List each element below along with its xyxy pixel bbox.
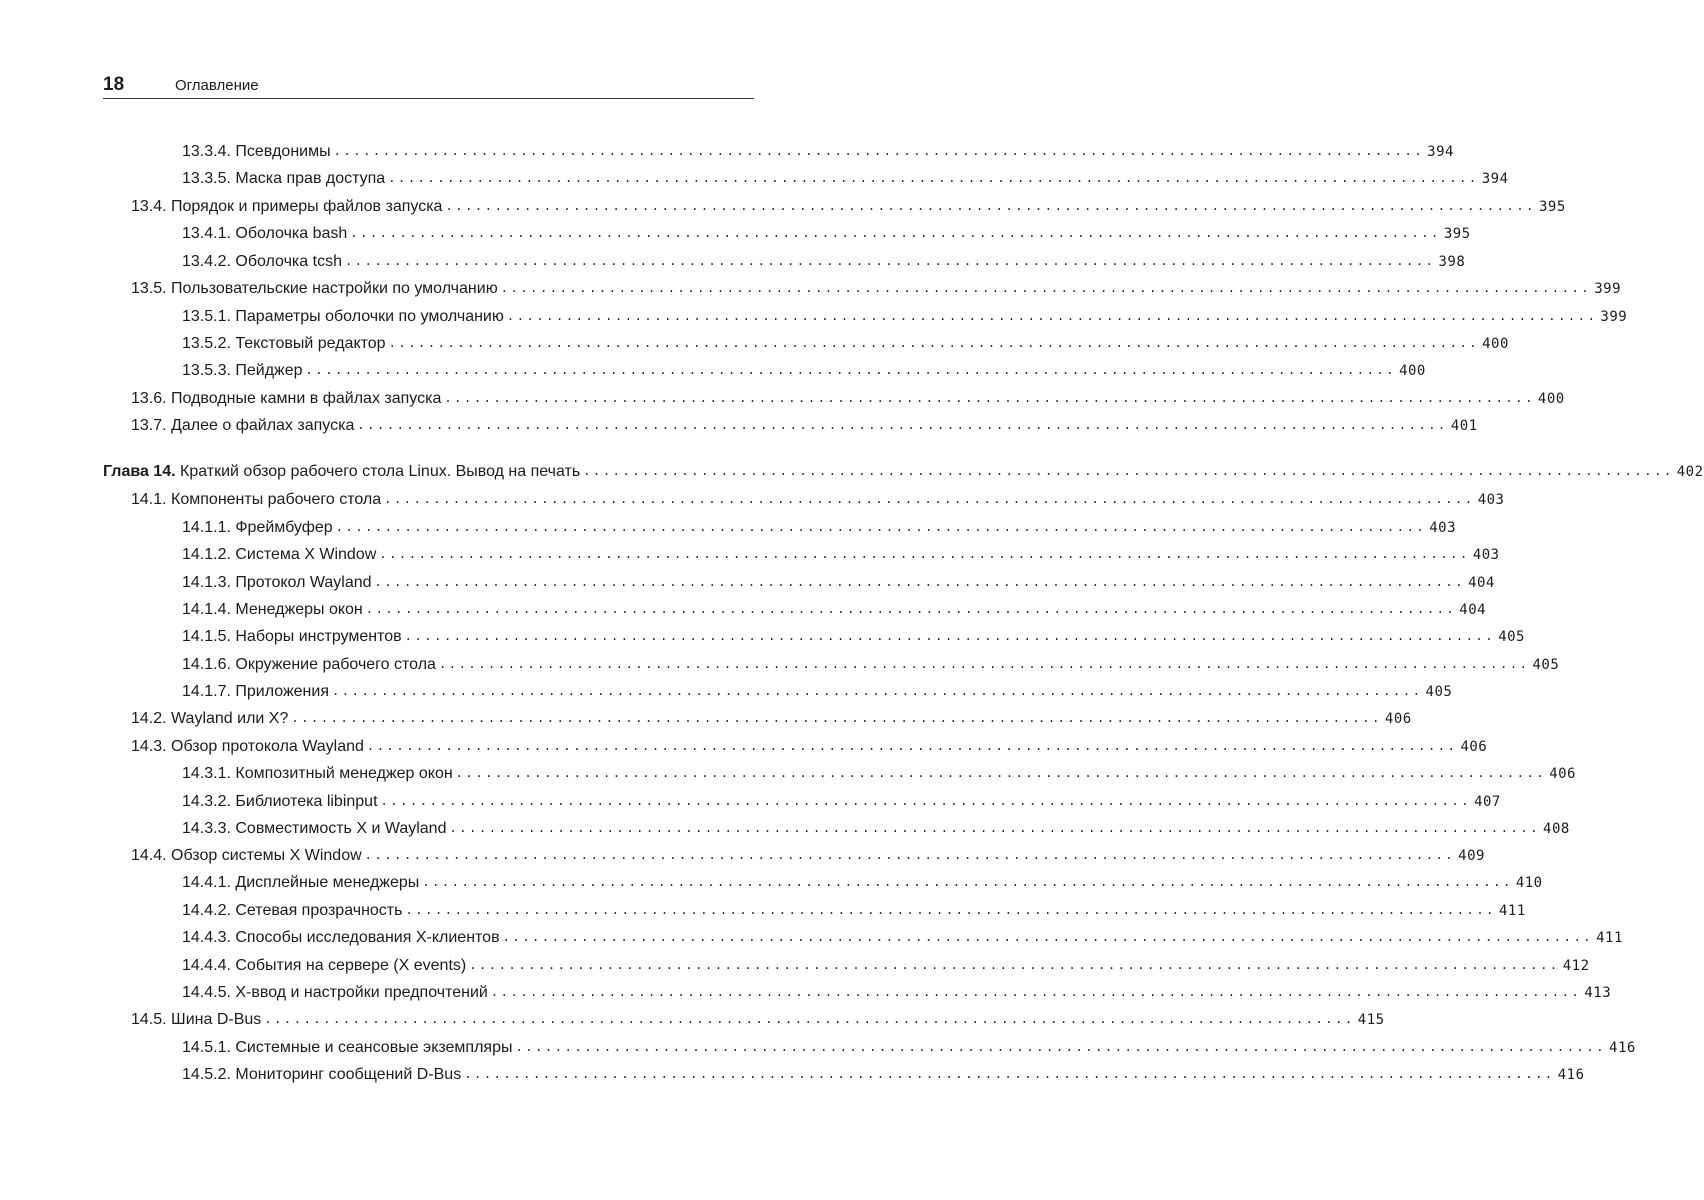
toc-entry[interactable] (182, 656, 1560, 680)
dot-leader: ............................................................................................................... (366, 739, 1458, 753)
toc-entry-page: 410 (1515, 875, 1543, 891)
toc-entry[interactable] (182, 1066, 1585, 1090)
dot-leader: ............................................................................................................... (305, 363, 1397, 377)
toc-entry-page: 412 (1562, 958, 1590, 974)
toc-entry-label: 13.4.1. Оболочка bash (182, 225, 348, 242)
toc-entry[interactable] (182, 253, 1466, 277)
toc-entry-page: 406 (1384, 711, 1412, 727)
toc-entry[interactable] (182, 957, 1590, 981)
toc-entry-label: 14.4. Обзор системы X Window (131, 847, 362, 864)
toc-entry[interactable] (182, 362, 1426, 386)
toc-entry[interactable] (131, 390, 1565, 414)
toc-entry-label: 13.5.3. Пейджер (182, 362, 303, 379)
chapter-prefix: Глава 14. (103, 463, 176, 480)
dot-leader: ............................................................................................................... (384, 492, 1475, 506)
dot-leader: ............................................................................................................... (344, 254, 1436, 268)
dot-leader: ............................................................................................................... (464, 1067, 1555, 1081)
toc-entry[interactable] (182, 820, 1570, 844)
toc-entry-page: 402 (1676, 464, 1704, 480)
toc-entry-label: 14.3.2. Библиотека libinput (182, 793, 378, 810)
toc-entry-page: 411 (1499, 903, 1526, 919)
dot-leader: ............................................................................................................... (438, 657, 1530, 671)
toc-entry-page: 409 (1458, 848, 1485, 864)
toc-entry[interactable] (131, 738, 1488, 762)
toc-entry-page: 403 (1429, 520, 1457, 536)
toc-entry[interactable] (182, 546, 1500, 570)
toc-chapter-label (103, 463, 580, 481)
toc-entry-page: 406 (1460, 739, 1488, 755)
dot-leader: ............................................................................................................... (291, 711, 1382, 725)
dot-leader: ............................................................................................................... (490, 985, 1582, 999)
toc-entry-label: 14.4.1. Дисплейные менеджеры (182, 874, 420, 891)
toc-chapter-entry[interactable] (103, 463, 1704, 487)
dot-leader: ............................................................................................................... (502, 930, 1594, 944)
toc-entry[interactable] (182, 929, 1623, 953)
toc-entry-page: 406 (1549, 766, 1576, 782)
toc-entry-page: 400 (1399, 363, 1426, 379)
dot-leader: ............................................................................................................... (364, 848, 1456, 862)
toc-entry[interactable] (182, 519, 1457, 543)
toc-entry-label: 13.6. Подводные камни в файлах запуска (131, 390, 442, 407)
toc-entry-label: 14.1.5. Наборы инструментов (182, 628, 402, 645)
toc-entry-label: 14.4.2. Сетевая прозрачность (182, 902, 403, 919)
toc-entry-label: 14.4.5. X-ввод и настройки предпочтений (182, 984, 488, 1001)
toc-entry-page: 400 (1537, 391, 1565, 407)
toc-entry-label: 14.3.1. Композитный менеджер окон (182, 765, 453, 782)
dot-leader: ............................................................................................................... (333, 144, 1425, 158)
toc-entry[interactable] (182, 765, 1576, 789)
dot-leader: ............................................................................................................... (500, 281, 1592, 295)
toc-entry[interactable] (182, 874, 1543, 898)
toc-entry-label: 14.1.2. Система X Window (182, 546, 377, 563)
toc-entry[interactable] (131, 491, 1505, 515)
dot-leader: ............................................................................................................... (449, 821, 1541, 835)
toc-entry-page: 399 (1594, 281, 1622, 297)
dot-leader: ............................................................................................................... (506, 309, 1598, 323)
toc-entry-page: 415 (1357, 1012, 1385, 1028)
dot-leader: ............................................................................................................... (365, 602, 1457, 616)
dot-leader: ............................................................................................................... (379, 547, 1470, 561)
toc-entry-page: 394 (1427, 144, 1454, 160)
toc-entry[interactable] (182, 793, 1501, 817)
toc-entry[interactable] (182, 683, 1453, 707)
toc-entry[interactable] (182, 335, 1509, 359)
toc-entry-label: 13.5.1. Параметры оболочки по умолчанию (182, 308, 504, 325)
toc-entry-label: 13.3.4. Псевдонимы (182, 143, 331, 160)
toc-entry-label: 13.7. Далее о файлах запуска (131, 417, 355, 434)
dot-leader: ............................................................................................................... (380, 794, 1472, 808)
running-title: Оглавление (175, 77, 259, 94)
toc-entry[interactable] (182, 601, 1487, 625)
toc-entry[interactable] (131, 1011, 1385, 1035)
toc-entry-label: 14.1.1. Фреймбуфер (182, 519, 333, 536)
toc-entry-label: 14.3. Обзор протокола Wayland (131, 738, 364, 755)
toc-entry-label: 13.3.5. Маска прав доступа (182, 170, 386, 187)
toc-entry-page: 413 (1584, 985, 1612, 1001)
dot-leader: ............................................................................................................... (583, 464, 1674, 478)
dot-leader: ............................................................................................................... (455, 766, 1547, 780)
dot-leader: ............................................................................................................... (515, 1040, 1607, 1054)
toc-entry-page: 403 (1472, 547, 1500, 563)
running-header (103, 70, 754, 99)
toc-entry-label: 13.5.2. Текстовый редактор (182, 335, 386, 352)
toc-entry-page: 416 (1609, 1040, 1636, 1056)
toc-entry-label: 13.5. Пользовательские настройки по умолчанию (131, 280, 498, 297)
dot-leader: ............................................................................................................... (350, 226, 1441, 240)
dot-leader: ............................................................................................................... (264, 1012, 1355, 1026)
toc-entry[interactable] (182, 902, 1526, 926)
toc-entry-label: 14.4.3. Способы исследования X-клиентов (182, 929, 500, 946)
toc-entry-label: 13.4.2. Оболочка tcsh (182, 253, 342, 270)
toc-entry-page: 404 (1468, 575, 1495, 591)
toc-entry-page: 405 (1532, 657, 1560, 673)
toc-entry-label: 14.1.3. Протокол Wayland (182, 574, 372, 591)
toc-entry-page: 407 (1474, 794, 1501, 810)
toc-entry[interactable] (131, 710, 1412, 734)
dot-leader: ............................................................................................................... (335, 520, 1427, 534)
toc-entry-page: 398 (1438, 254, 1466, 270)
toc-entry-label: 14.1. Компоненты рабочего стола (131, 491, 382, 508)
toc-entry[interactable] (182, 225, 1471, 249)
dot-leader: ............................................................................................................... (357, 418, 1448, 432)
toc-entry-label: 14.1.6. Окружение рабочего стола (182, 656, 436, 673)
toc-entry[interactable] (182, 574, 1495, 598)
toc-entry-page: 405 (1425, 684, 1453, 700)
dot-leader: ............................................................................................................... (388, 171, 1479, 185)
toc-entry-label: 14.2. Wayland или X? (131, 710, 289, 727)
toc-entry[interactable] (131, 198, 1566, 222)
toc-entry-label: 14.3.3. Совместимость X и Wayland (182, 820, 447, 837)
toc-entry[interactable] (182, 984, 1612, 1008)
toc-entry-label: 14.1.4. Менеджеры окон (182, 601, 363, 618)
dot-leader: ............................................................................................................... (469, 958, 1560, 972)
dot-leader: ............................................................................................................... (445, 199, 1536, 213)
dot-leader: ............................................................................................................... (388, 336, 1480, 350)
toc-entry[interactable] (182, 143, 1454, 167)
toc-entry-label: 14.4.4. События на сервере (X events) (182, 957, 467, 974)
toc-entry[interactable] (131, 847, 1485, 871)
chapter-title: Краткий обзор рабочего стола Linux. Вывод на печать (180, 463, 581, 480)
dot-leader: ............................................................................................................... (374, 575, 1466, 589)
toc-entry[interactable] (131, 417, 1478, 441)
toc-entry-page: 399 (1600, 309, 1628, 325)
toc-entry-page: 416 (1557, 1067, 1585, 1083)
toc-entry-page: 394 (1481, 171, 1509, 187)
toc-entry-label: 14.5. Шина D-Bus (131, 1011, 262, 1028)
dot-leader: ............................................................................................................... (422, 875, 1513, 889)
page-number: 18 (103, 74, 125, 95)
toc-entry[interactable] (182, 170, 1509, 194)
toc-entry-label: 13.4. Порядок и примеры файлов запуска (131, 198, 443, 215)
toc-entry-page: 395 (1443, 226, 1471, 242)
toc-entry-label: 14.5.2. Мониторинг сообщений D-Bus (182, 1066, 462, 1083)
dot-leader: ............................................................................................................... (331, 684, 1423, 698)
toc-entry[interactable] (131, 280, 1622, 304)
toc-entry-page: 400 (1482, 336, 1509, 352)
toc-entry-label: 14.1.7. Приложения (182, 683, 329, 700)
toc-entry-page: 395 (1538, 199, 1566, 215)
toc-entry[interactable] (182, 628, 1525, 652)
toc-entry-page: 405 (1498, 629, 1525, 645)
toc-entry[interactable] (182, 1039, 1636, 1063)
toc-entry-page: 411 (1596, 930, 1623, 946)
dot-leader: ............................................................................................................... (444, 391, 1535, 405)
toc-entry-page: 401 (1450, 418, 1478, 434)
toc-entry-page: 403 (1477, 492, 1505, 508)
toc-entry-page: 404 (1459, 602, 1487, 618)
toc-entry-page: 408 (1543, 821, 1570, 837)
toc-entry[interactable] (182, 308, 1628, 332)
dot-leader: ............................................................................................................... (405, 903, 1496, 917)
dot-leader: ............................................................................................................... (404, 629, 1496, 643)
toc-entry-label: 14.5.1. Системные и сеансовые экземпляры (182, 1039, 513, 1056)
